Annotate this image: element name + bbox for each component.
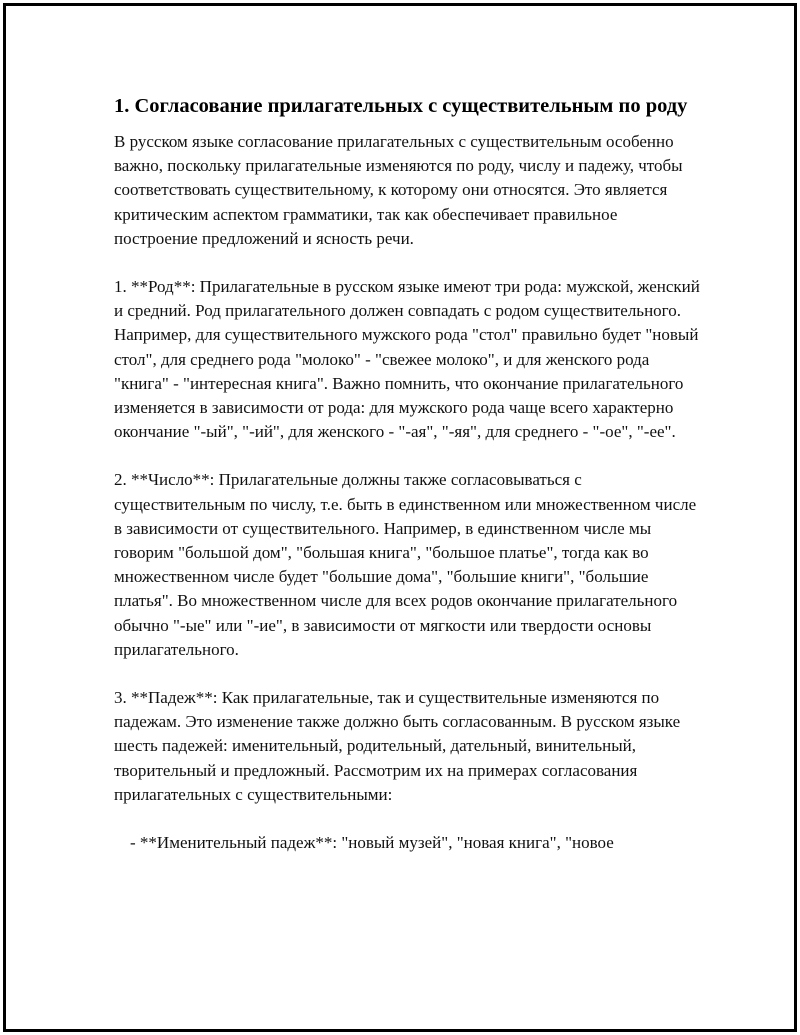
intro-paragraph: В русском языке согласование прилагательных с существительным особенно важно, поскольку прилагательные изменяются по роду, числу и падежу, чтобы соответствовать существительному, к которому они относятся. Это является критическим аспектом грамматики, так как обеспечивает правильное построение предложений и ясность речи. [114, 132, 683, 248]
document-body [114, 92, 704, 855]
gender-paragraph: 1. **Род**: Прилагательные в русском языке имеют три рода: мужской, женский и средний. Род прилагательного должен совпадать с родом существительного. Например, для существительного мужского рода "стол" правильно будет "новый стол", для среднего рода "молоко" - "свежее молоко", и для женского рода "книга" - "интересная книга". Важно помнить, что окончание прилагательного изменяется в зависимости от рода: для мужского рода чаще всего характерно окончание "-ый", "-ий", для женского - "-ая", "-яя", для среднего - "-ое", "-ее". [114, 277, 700, 442]
number-paragraph: 2. **Число**: Прилагательные должны также согласовываться с существительным по числу, т.е. быть в единственном или множественном числе в зависимости от существительного. Например, в единственном числе мы говорим "большой дом", "большая книга", "большое платье", тогда как во множественном числе будет "большие дома", "большие книги", "большие платья". Во множественном числе для всех родов окончание прилагательного обычно "-ые" или "-ие", в зависимости от мягкости или твердости основы прилагательного. [114, 470, 697, 659]
section-heading: 1. Согласование прилагательных с существительным по роду [114, 95, 688, 117]
nominative-case-list-item: - **Именительный падеж**: "новый музей", "новая книга", "новое [130, 833, 614, 853]
case-paragraph: 3. **Падеж**: Как прилагательные, так и существительные изменяются по падежам. Это изменение также должно быть согласованным. В русском языке шесть падежей: именительный, родительный, дательный, винительный, творительный и предложный. Рассмотрим их на примерах согласования прилагательных с существительными: [114, 688, 681, 804]
